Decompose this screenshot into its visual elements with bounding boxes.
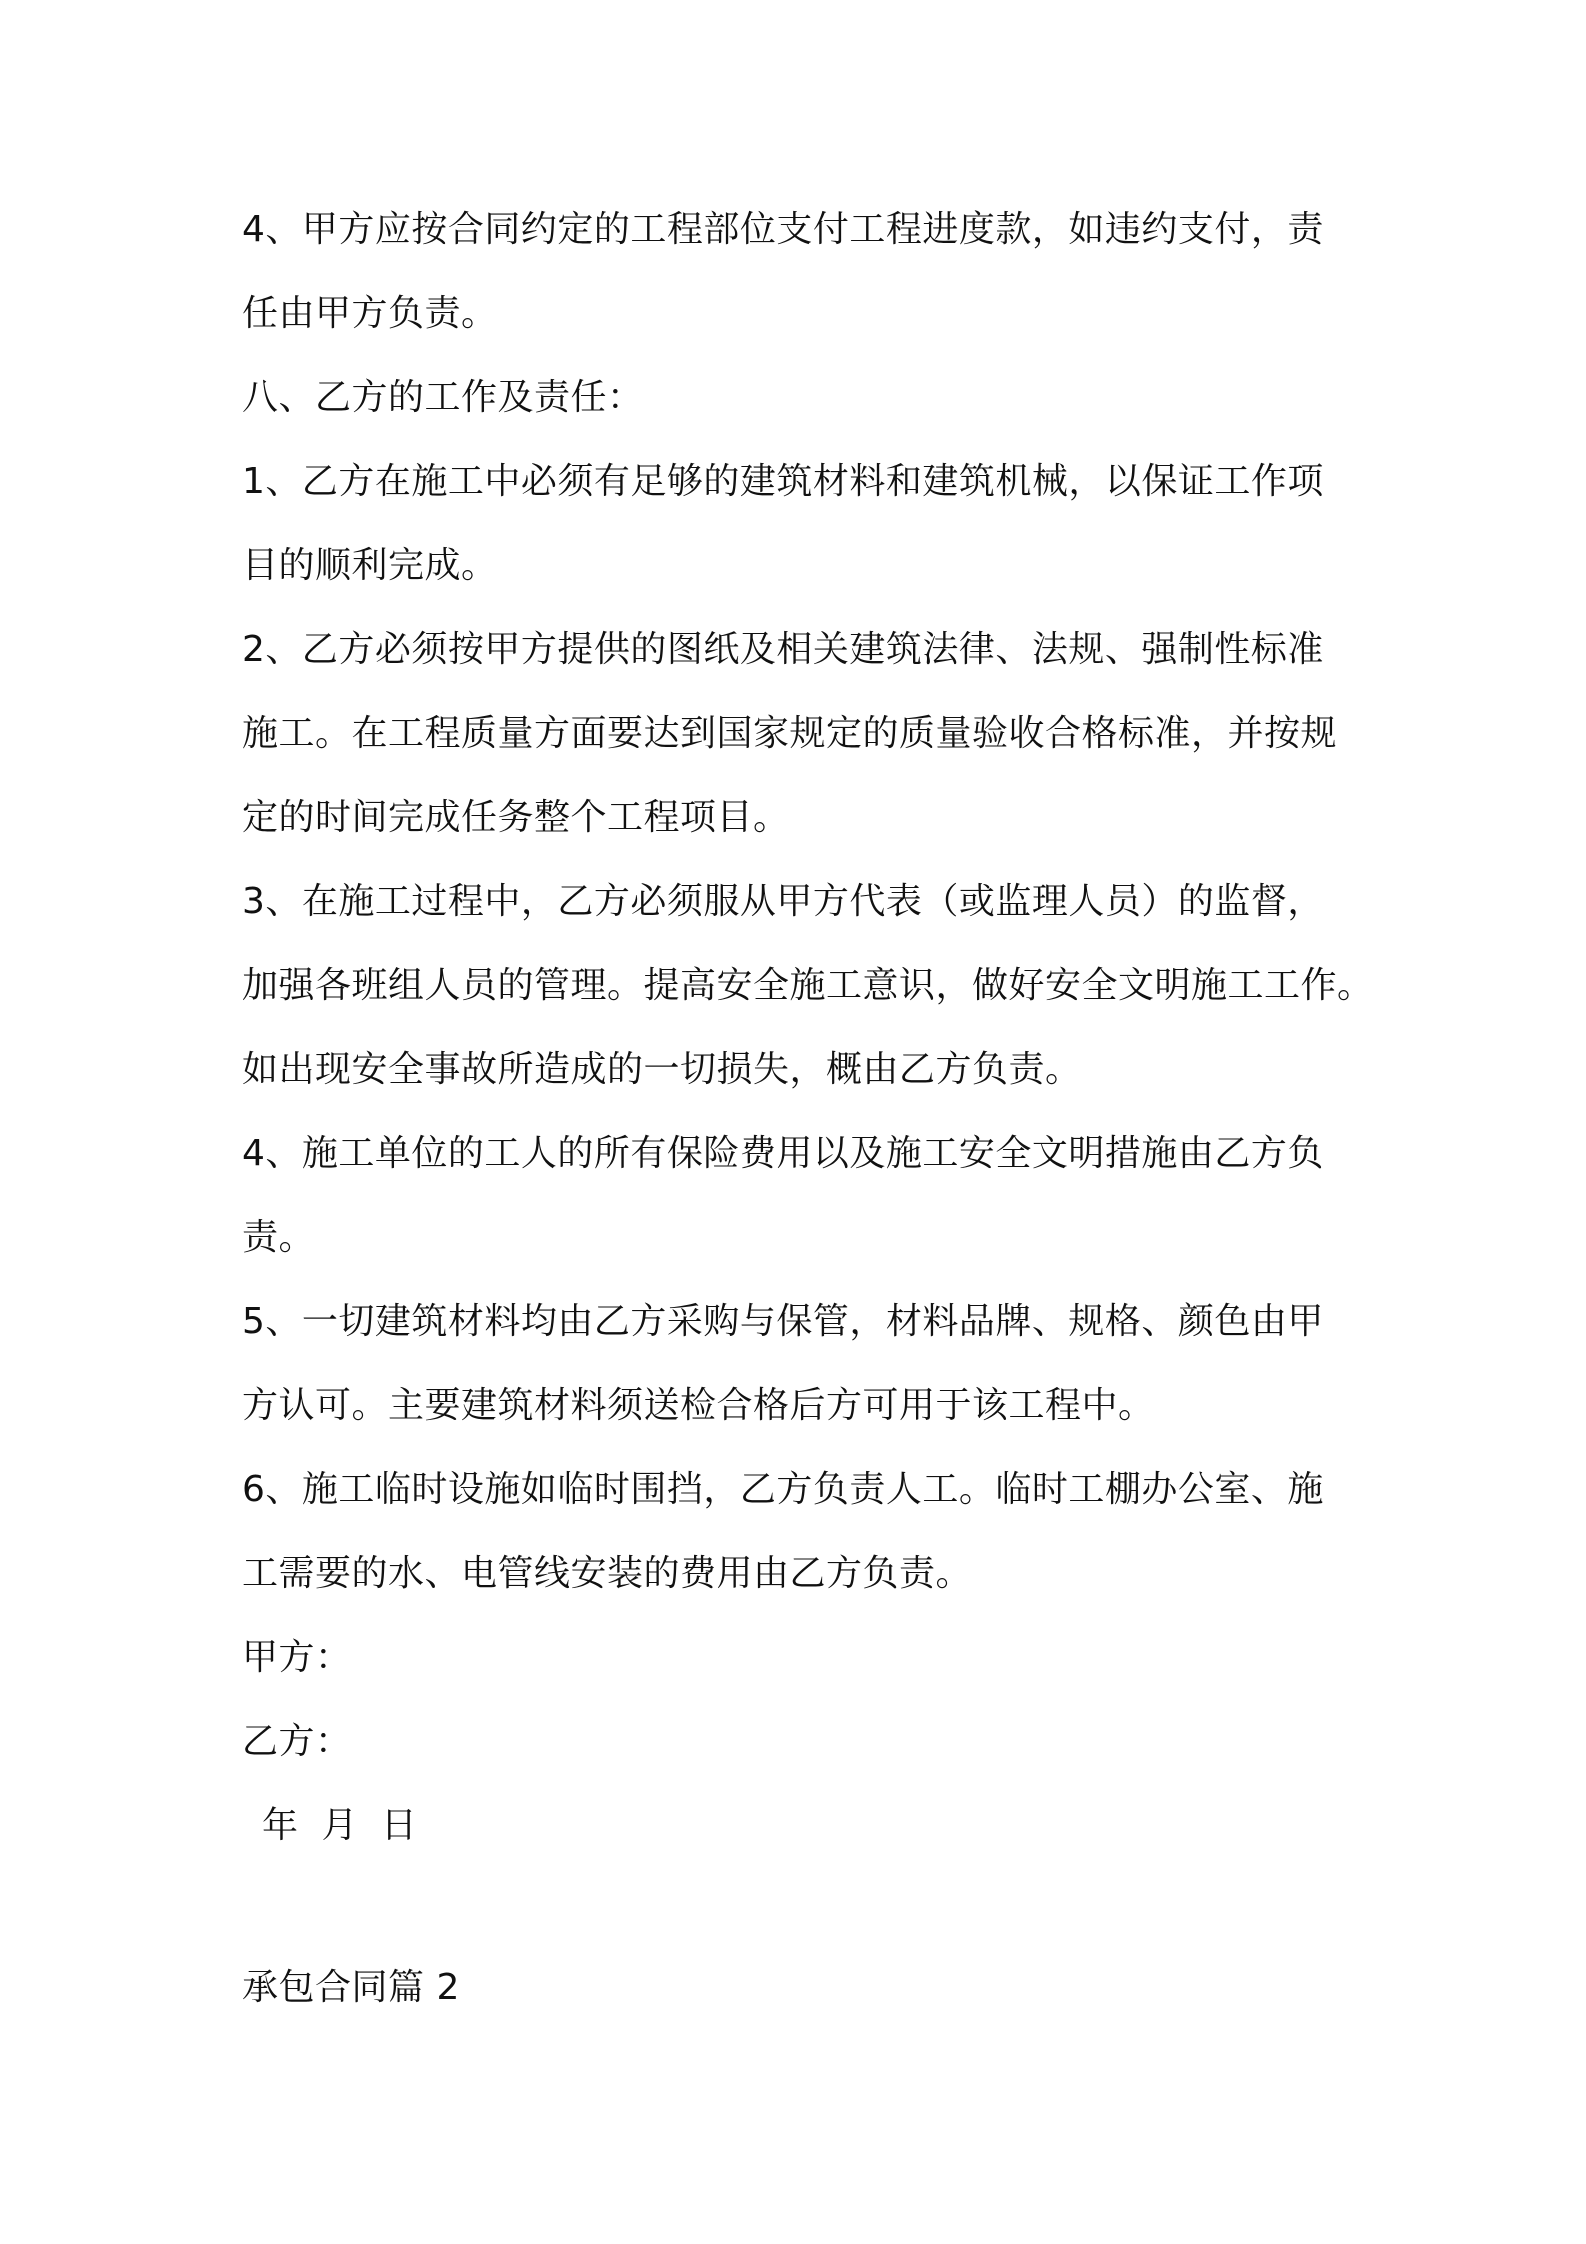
clause-a4-line-2: 任由甲方负责。 — [242, 293, 498, 334]
clause-b6-line-1: 6、施工临时设施如临时围挡，乙方负责人工。临时工棚办公室、施 — [242, 1469, 1324, 1510]
clause-b6-line-2: 工需要的水、电管线安装的费用由乙方负责。 — [242, 1553, 973, 1594]
clause-b4-line-1: 4、施工单位的工人的所有保险费用以及施工安全文明措施由乙方负 — [242, 1133, 1324, 1174]
signature-date-label: 年 月 日 — [262, 1805, 423, 1846]
clause-b3-line-2: 加强各班组人员的管理。提高安全施工意识，做好安全文明施工工作。 — [242, 965, 1374, 1006]
clause-b5-line-1: 5、一切建筑材料均由乙方采购与保管，材料品牌、规格、颜色由甲 — [242, 1301, 1324, 1342]
clause-b1-line-1: 1、乙方在施工中必须有足够的建筑材料和建筑机械，以保证工作项 — [242, 461, 1324, 502]
clause-b3-line-3: 如出现安全事故所造成的一切损失，概由乙方负责。 — [242, 1049, 1082, 1090]
clause-b4-line-2: 责。 — [242, 1217, 316, 1258]
party-a-signature-label: 甲方： — [242, 1637, 352, 1678]
clause-b2-line-1: 2、乙方必须按甲方提供的图纸及相关建筑法律、法规、强制性标准 — [242, 629, 1324, 670]
party-b-signature-label: 乙方： — [242, 1721, 352, 1762]
clause-b1-line-2: 目的顺利完成。 — [242, 545, 498, 586]
clause-a4-line-1: 4、甲方应按合同约定的工程部位支付工程进度款，如违约支付，责 — [242, 209, 1324, 250]
clause-b5-line-2: 方认可。主要建筑材料须送检合格后方可用于该工程中。 — [242, 1385, 1155, 1426]
clause-b3-line-1: 3、在施工过程中，乙方必须服从甲方代表（或监理人员）的监督， — [242, 881, 1324, 922]
clause-b2-line-3: 定的时间完成任务整个工程项目。 — [242, 797, 790, 838]
clause-b2-line-2: 施工。在工程质量方面要达到国家规定的质量验收合格标准，并按规 — [242, 713, 1338, 754]
next-section-title: 承包合同篇 2 — [242, 1967, 460, 2008]
section-heading-party-b: 八、乙方的工作及责任： — [242, 377, 644, 418]
